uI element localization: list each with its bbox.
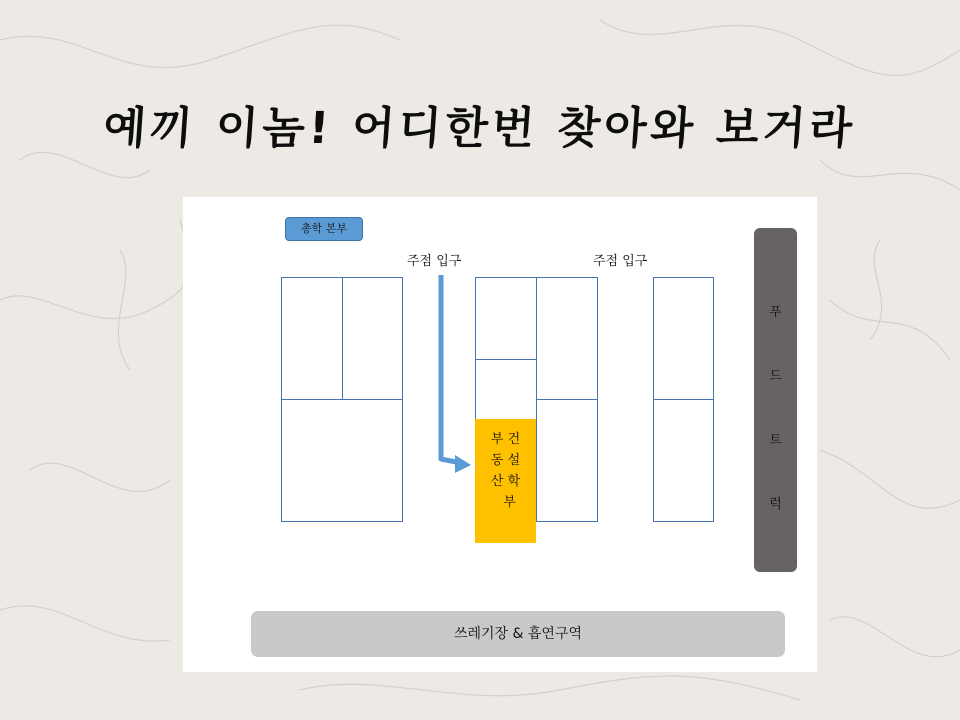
food-truck-area xyxy=(754,228,797,572)
food-truck-char: 푸 xyxy=(769,305,782,320)
pub-entrance-label-left: 주점 입구 xyxy=(407,254,462,269)
food-truck-char: 트 xyxy=(769,433,782,448)
route-arrow-icon xyxy=(183,197,817,672)
booth-label-line: 부 xyxy=(495,495,516,510)
food-truck-char: 드 xyxy=(769,369,782,384)
trash-smoking-area: 쓰레기장 & 흡연구역 xyxy=(251,611,785,657)
booth-label-line: 산 학 xyxy=(490,474,521,489)
booth-label-line: 동 설 xyxy=(490,453,521,468)
booth-label-line: 부 건 xyxy=(490,432,521,447)
festival-map xyxy=(183,197,817,672)
food-truck-char: 럭 xyxy=(769,497,782,512)
page-title: 예끼 이놈! 어디한번 찾아와 보거라 xyxy=(101,103,858,154)
pub-entrance-label-right: 주점 입구 xyxy=(593,254,648,269)
headquarters-badge: 총학 본부 xyxy=(285,217,363,241)
